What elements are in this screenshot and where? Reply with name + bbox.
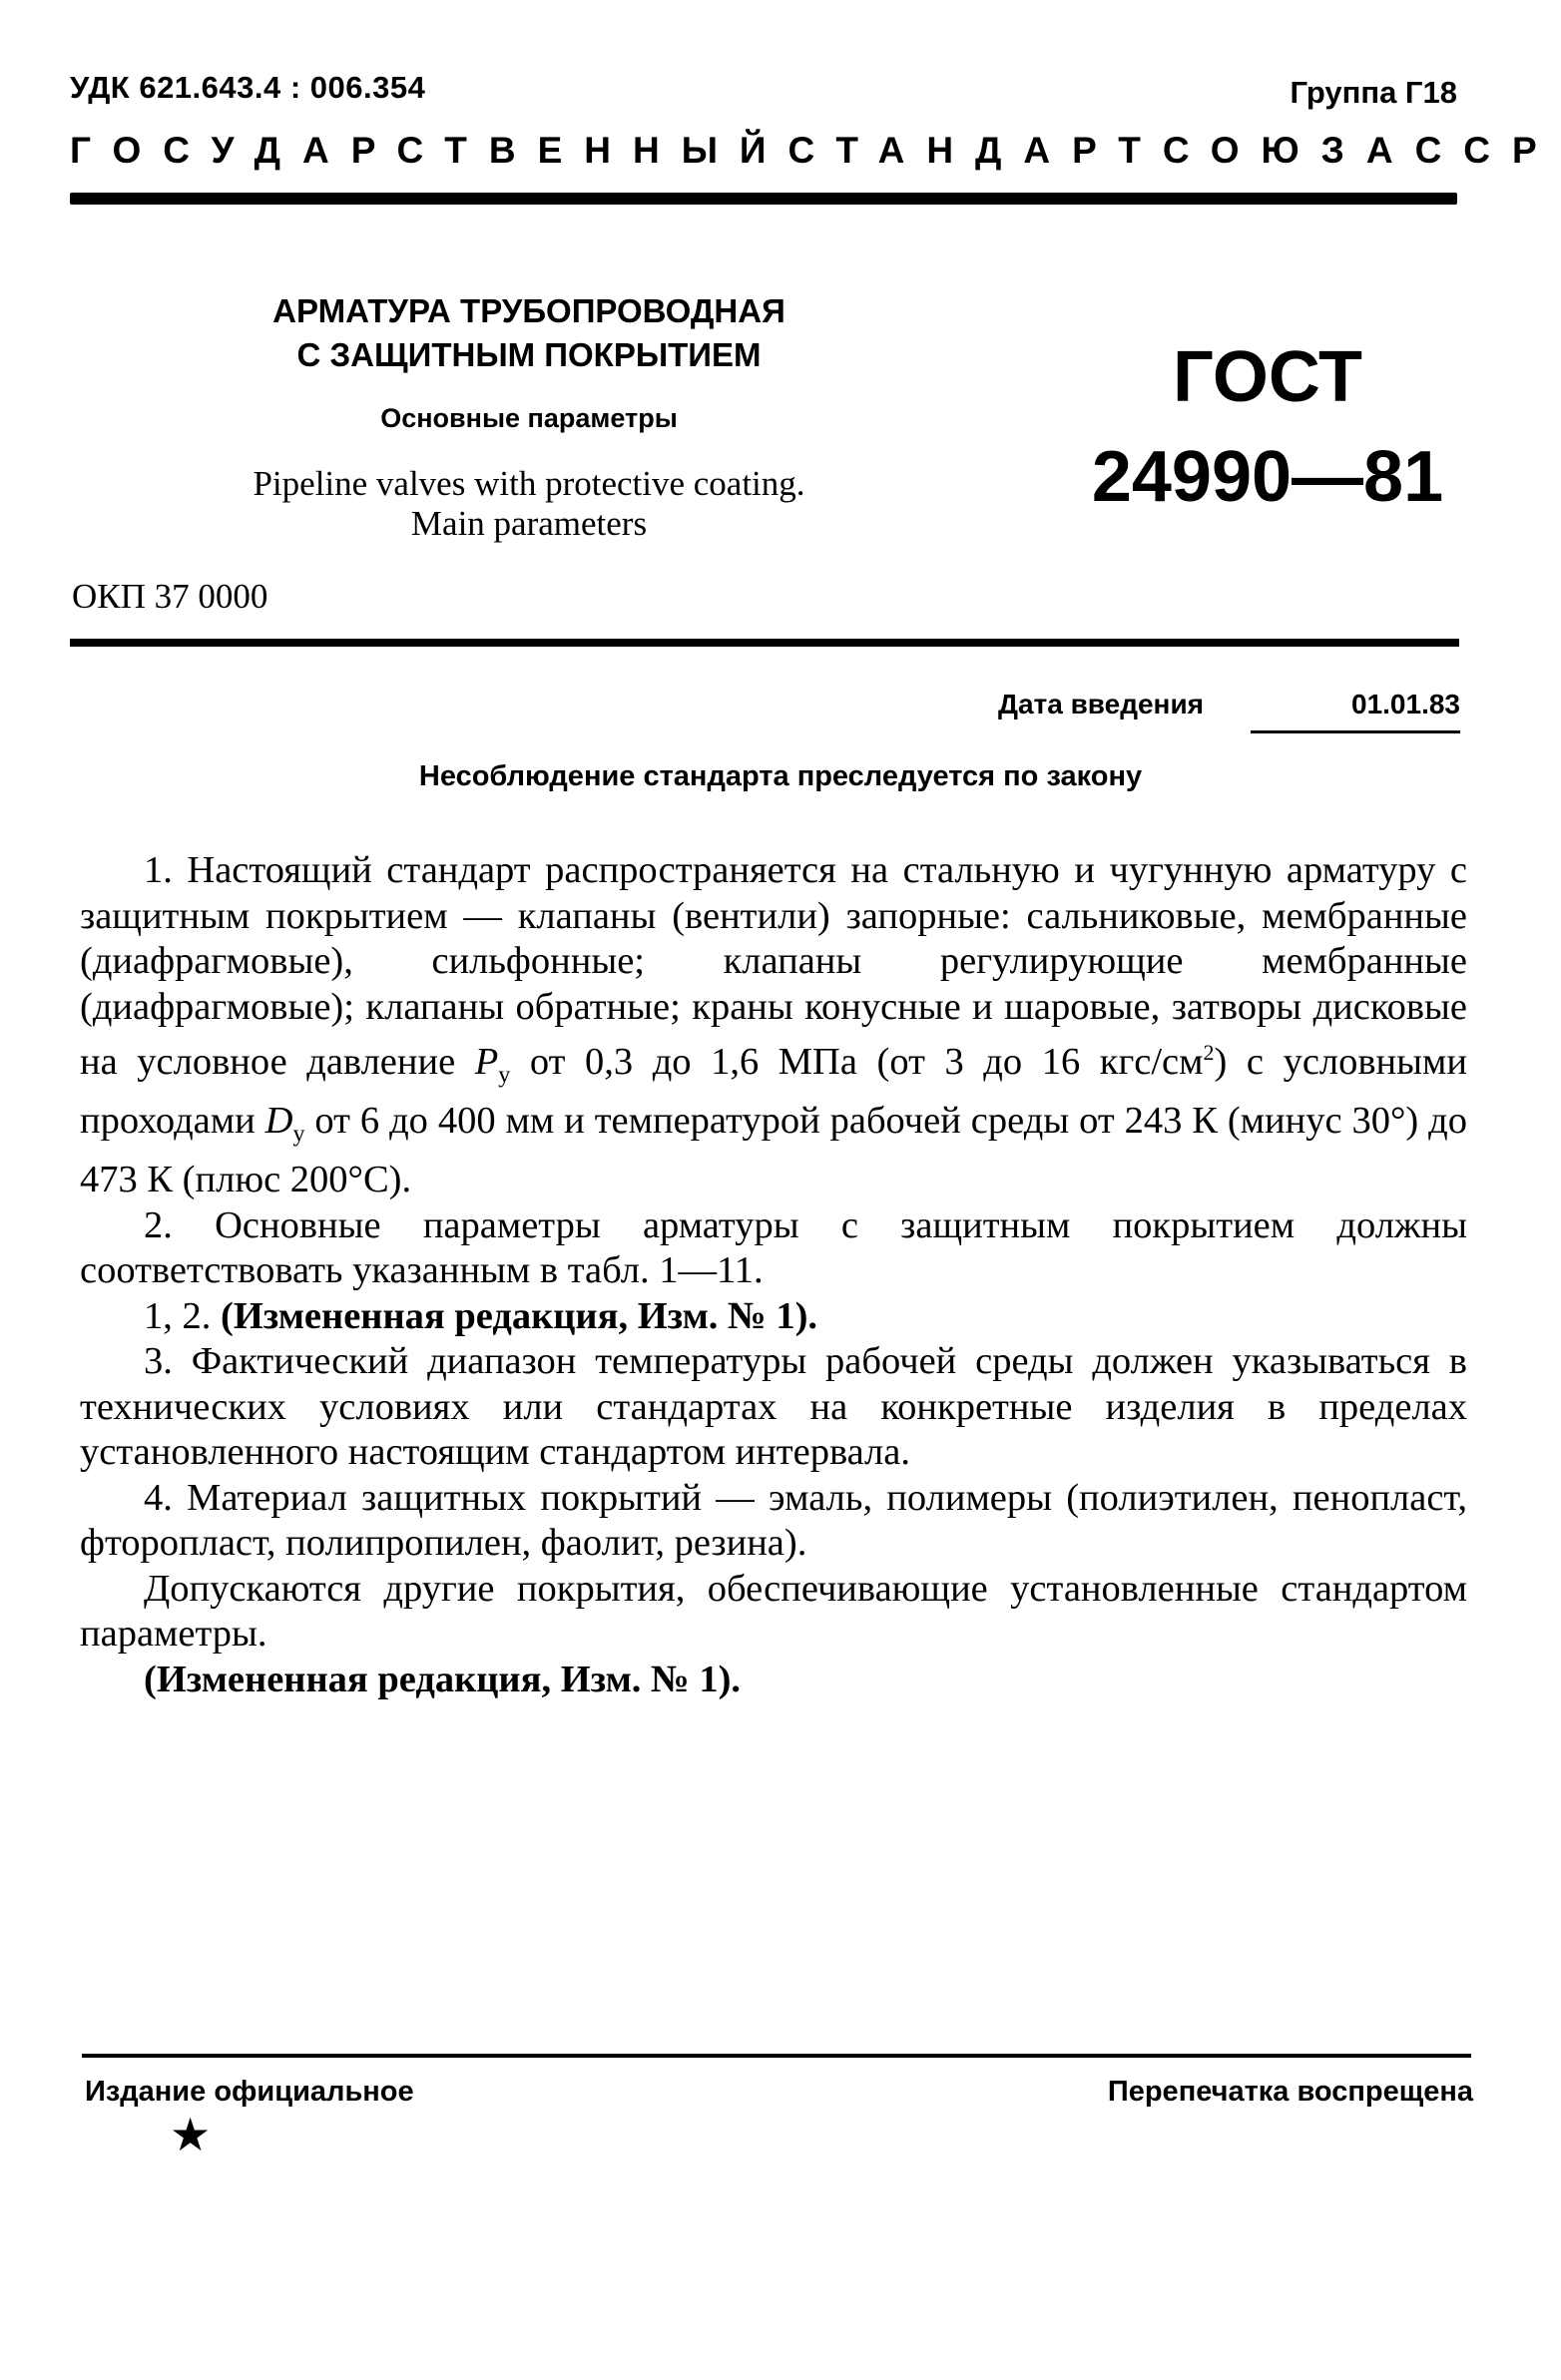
paragraph-1: [80, 848, 1467, 1203]
p1-text-d: от 6 до 400 мм и температурой рабочей среды от 243 К (минус 30°) до 473 К (плюс 200°С).: [80, 1100, 1468, 1201]
gost-label: ГОСТ: [1172, 337, 1363, 417]
state-standard-word-3: СОЮЗА: [1162, 130, 1415, 171]
gost-number: 24990—81: [1091, 437, 1444, 517]
amendment-note-1: (Измененная редакция, Изм. № 1).: [221, 1294, 818, 1337]
paragraph-5: Допускаются другие покрытия, обеспечивающие установленные стандартом параметры.: [80, 1567, 1467, 1656]
state-standard-word-4: ССР: [1414, 130, 1559, 171]
state-standard-word-2: СТАНДАРТ: [787, 130, 1163, 171]
paragraph-4: 4. Материал защитных покрытий — эмаль, полимеры (полиэтилен, пенопласт, фторопласт, полипропилен, фаолит, резина).: [80, 1476, 1467, 1565]
paragraph-2-amendment: [80, 1294, 1467, 1340]
subtitle: Основные параметры: [380, 403, 678, 433]
udk-code: УДК 621.643.4 : 006.354: [70, 70, 426, 105]
paragraph-3: 3. Фактический диапазон температуры рабочей среды должен указываться в технических условиях или стандартах на конкретные изделия в пределах установленного настоящим стандартом интервала.: [80, 1340, 1467, 1474]
intro-date-value: 01.01.83: [1351, 689, 1460, 719]
okp-code: ОКП 37 0000: [72, 577, 268, 616]
state-standard-word-1: ГОСУДАРСТВЕННЫЙ: [70, 130, 788, 171]
title-block: [160, 289, 898, 544]
p1-symbol-dy: D: [264, 1100, 293, 1143]
star-icon: ★: [170, 2110, 212, 2160]
paragraph-2: 2. Основные параметры арматуры с защитным покрытием должны соответствовать указанным в табл. 1—11.: [80, 1203, 1467, 1292]
p1-symbol-py: Р: [474, 1040, 499, 1083]
title-rule: [70, 639, 1459, 647]
p1-superscript: 2: [1203, 1040, 1215, 1065]
title-line-1: АРМАТУРА ТРУБОПРОВОДНАЯ: [272, 292, 785, 329]
p1-text-c: ) с условными проходами: [80, 1040, 1467, 1143]
body-text: [80, 848, 1467, 1702]
state-standard-heading: [70, 130, 1559, 172]
gost-block: [1068, 334, 1467, 520]
english-title-line-1: Pipeline valves with protective coating.: [253, 464, 805, 503]
amendment-prefix: 1, 2.: [144, 1294, 221, 1337]
reprint-prohibited: Перепечатка воспрещена: [1107, 2076, 1473, 2108]
p1-text-b: от 0,3 до 1,6 МПа (от 3 до 16 кгс/см: [510, 1040, 1204, 1083]
p1-text-a: 1. Настоящий стандарт распространяется на стальную и чугунную арматуру с защитным покрытием — клапаны (вентили) запорные: сальниковые, мембранные (диафрагмовые), сильфонные; клапаны регулирующие мембранные (диафрагмовые); клапаны обратные; краны конусные и шаровые, затворы дисковые на условное давление: [80, 849, 1467, 1083]
intro-date-underline: [1251, 730, 1460, 733]
p1-symbol-dy-sub: у: [292, 1121, 305, 1148]
amendment-note-2: (Измененная редакция, Изм. № 1).: [144, 1658, 742, 1700]
header-rule: [70, 193, 1457, 205]
title-line-2: С ЗАЩИТНЫМ ПОКРЫТИЕМ: [296, 336, 762, 373]
footer-rule: [82, 2054, 1471, 2058]
p1-symbol-py-sub: у: [498, 1062, 511, 1089]
english-title-line-2: Main parameters: [410, 504, 648, 543]
english-title: [160, 464, 898, 544]
group-code: Группа Г18: [1290, 75, 1457, 110]
official-edition: Издание официальное: [85, 2076, 414, 2108]
legal-warning: Несоблюдение стандарта преследуется по закону: [418, 760, 1143, 792]
intro-date-label: Дата введения: [998, 689, 1205, 719]
